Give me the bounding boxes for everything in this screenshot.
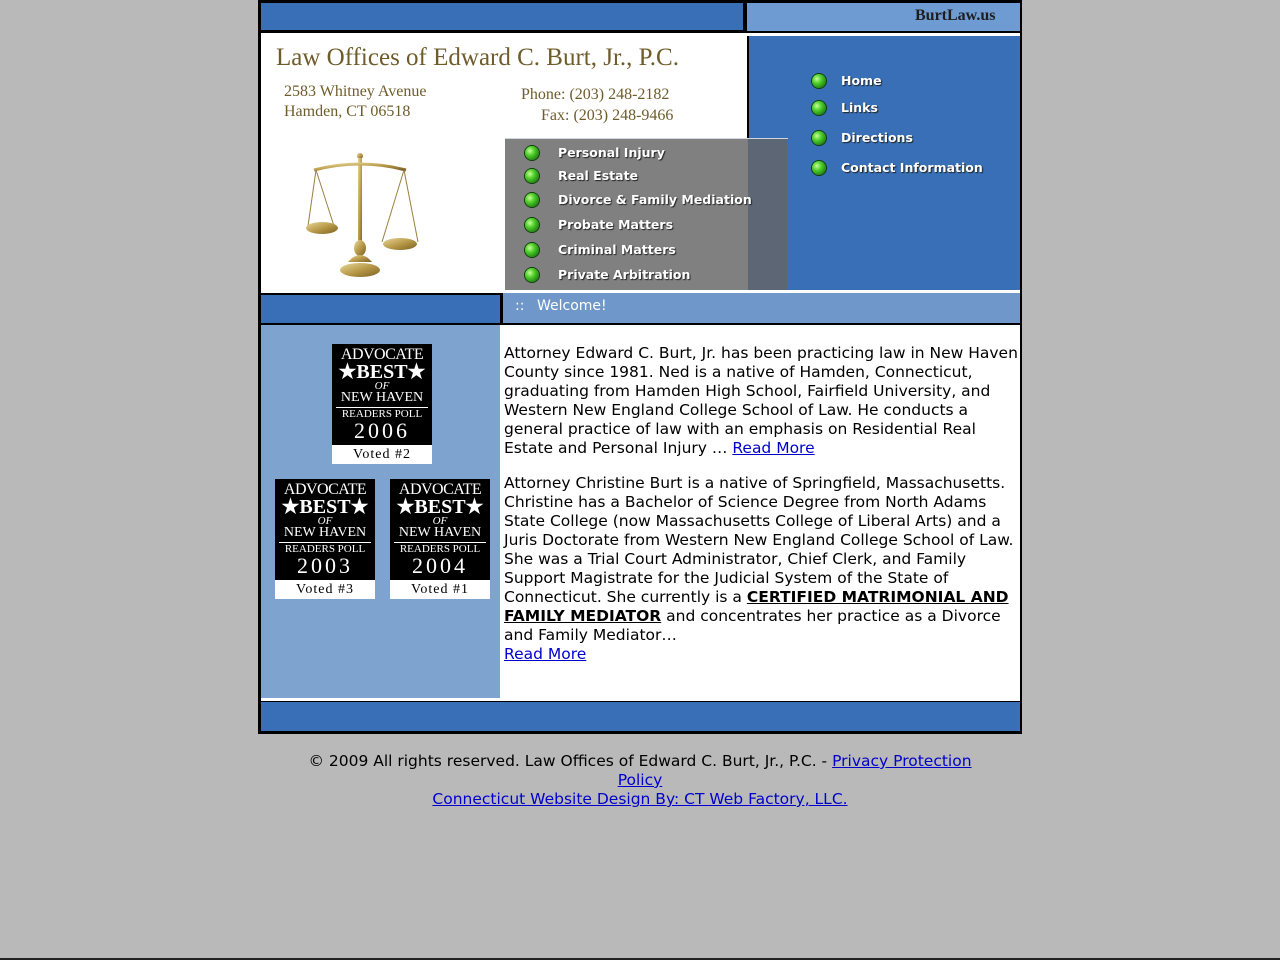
practice-menu-personal-injury[interactable] bbox=[525, 145, 665, 160]
intro-paragraph-christine bbox=[504, 474, 1018, 664]
nav-label: Links bbox=[841, 100, 878, 115]
privacy-policy-link[interactable]: Privacy Protection Policy bbox=[617, 752, 972, 789]
practice-menu-probate-matters[interactable] bbox=[525, 217, 673, 232]
site-name[interactable]: BurtLaw.us bbox=[915, 7, 996, 24]
top-left-bar bbox=[261, 3, 743, 30]
nav-home[interactable] bbox=[812, 73, 882, 88]
green-bullet-icon bbox=[812, 131, 826, 145]
address bbox=[284, 82, 427, 122]
badge-line: ADVOCATE bbox=[283, 481, 367, 498]
green-bullet-icon bbox=[525, 169, 539, 183]
bottom-bar bbox=[261, 702, 1020, 731]
practice-menu-private-arbitration[interactable] bbox=[525, 267, 690, 282]
contact-numbers bbox=[521, 84, 673, 126]
practice-menu-real-estate[interactable] bbox=[525, 168, 638, 183]
main-content bbox=[504, 344, 1018, 680]
read-more-link-edward[interactable]: Read More bbox=[732, 439, 815, 457]
paragraph-text: Attorney Christine Burt is a native of Springfield, Massachusetts. Christine has a Bachelor of Science Degree from North Adams State College (now Massachusetts College of Liberal Arts) and a Juris Doctorate from Western New England College School of Law. She was a Trial Court Administrator, Chief Clerk, and Family Support Magistrate for the Judicial System of the State of Connecticut. She currently is a bbox=[504, 474, 1014, 606]
firm-name: Law Offices of Edward C. Burt, Jr., P.C. bbox=[276, 44, 679, 71]
badge-line: NEW HAVEN bbox=[398, 525, 482, 540]
practice-menu-top-border bbox=[505, 138, 788, 139]
practice-menu-criminal-matters[interactable] bbox=[525, 242, 676, 257]
green-bullet-icon bbox=[812, 74, 826, 88]
nav-links[interactable] bbox=[812, 100, 878, 115]
copyright-text: © 2009 All rights reserved. Law Offices of Edward C. Burt, Jr., P.C. - bbox=[308, 752, 833, 770]
badge-line: ★BEST★ bbox=[338, 361, 426, 383]
green-bullet-icon bbox=[525, 243, 539, 257]
badge-year: 2006 bbox=[354, 418, 410, 443]
badge-voted: Voted #2 bbox=[332, 445, 432, 464]
green-bullet-icon bbox=[812, 161, 826, 175]
address-line2: Hamden, CT 06518 bbox=[284, 103, 411, 120]
left-section-bar bbox=[261, 295, 500, 323]
welcome-title: Welcome! bbox=[537, 298, 607, 314]
practice-menu-label: Real Estate bbox=[558, 168, 639, 183]
practice-menu-label: Personal Injury bbox=[558, 145, 665, 160]
intro-paragraph-edward bbox=[504, 344, 1018, 458]
phone-number: Phone: (203) 248-2182 bbox=[521, 86, 670, 103]
web-design-credit-link[interactable]: Connecticut Website Design By: CT Web Factory, LLC. bbox=[432, 790, 848, 808]
award-badge-2004 bbox=[390, 479, 490, 599]
practice-menu-label: Private Arbitration bbox=[558, 267, 691, 282]
scales-of-justice-icon bbox=[306, 148, 426, 280]
badge-line: ADVOCATE bbox=[398, 481, 482, 498]
badge-line: READERS POLL bbox=[279, 542, 371, 555]
badge-line: READERS POLL bbox=[394, 542, 486, 555]
address-line1: 2583 Whitney Avenue bbox=[284, 83, 427, 100]
paragraph-text: Attorney Edward C. Burt, Jr. has been practicing law in New Haven County since 1981. Ned is a native of Hamden, Connecticut, graduating from Hamden High School, Fairfield University, and Western New England College School of Law. He conducts a general practice of law with an emphasis on Residential Real Estate and Personal Injury … bbox=[504, 344, 1018, 457]
welcome-prefix: :: bbox=[515, 298, 525, 314]
fax-number: Fax: (203) 248-9466 bbox=[541, 107, 674, 124]
nav-contact-information[interactable] bbox=[812, 160, 983, 175]
practice-menu-edge bbox=[748, 139, 787, 290]
badge-voted: Voted #3 bbox=[275, 580, 375, 599]
badge-year: 2004 bbox=[412, 553, 468, 578]
badge-line: ★BEST★ bbox=[396, 496, 484, 518]
paragraph-text: and concentrates her practice as a Divorce and Family Mediator… bbox=[504, 607, 1001, 644]
mediator-link[interactable]: CERTIFIED MATRIMONIAL AND FAMILY MEDIATOR bbox=[504, 588, 1009, 625]
badge-voted: Voted #1 bbox=[390, 580, 490, 599]
green-bullet-icon bbox=[525, 193, 539, 207]
badge-line: OF bbox=[432, 515, 448, 527]
practice-menu-label: Divorce & Family Mediation bbox=[558, 192, 752, 207]
badge-line: OF bbox=[317, 515, 333, 527]
nav-directions[interactable] bbox=[812, 130, 913, 145]
badge-year: 2003 bbox=[297, 553, 353, 578]
welcome-bar bbox=[503, 293, 1020, 323]
practice-menu-divorce-family-mediation[interactable] bbox=[525, 192, 752, 207]
nav-label: Contact Information bbox=[841, 160, 983, 175]
green-bullet-icon bbox=[525, 146, 539, 160]
green-bullet-icon bbox=[525, 268, 539, 282]
badge-line: ★BEST★ bbox=[281, 496, 369, 518]
read-more-link-christine[interactable]: Read More bbox=[504, 645, 587, 663]
green-bullet-icon bbox=[812, 101, 826, 115]
green-bullet-icon bbox=[525, 218, 539, 232]
award-badge-2006 bbox=[332, 344, 432, 464]
badge-line: NEW HAVEN bbox=[340, 390, 424, 405]
badge-line: READERS POLL bbox=[336, 407, 428, 420]
practice-menu-label: Probate Matters bbox=[558, 217, 674, 232]
nav-label: Directions bbox=[841, 130, 913, 145]
nav-label: Home bbox=[841, 73, 882, 88]
award-badge-2003 bbox=[275, 479, 375, 599]
badge-line: ADVOCATE bbox=[340, 346, 424, 363]
footer-separator bbox=[261, 698, 1020, 701]
badge-line: NEW HAVEN bbox=[283, 525, 367, 540]
practice-menu-label: Criminal Matters bbox=[558, 242, 676, 257]
footer bbox=[290, 752, 990, 809]
badge-line: OF bbox=[374, 380, 390, 392]
